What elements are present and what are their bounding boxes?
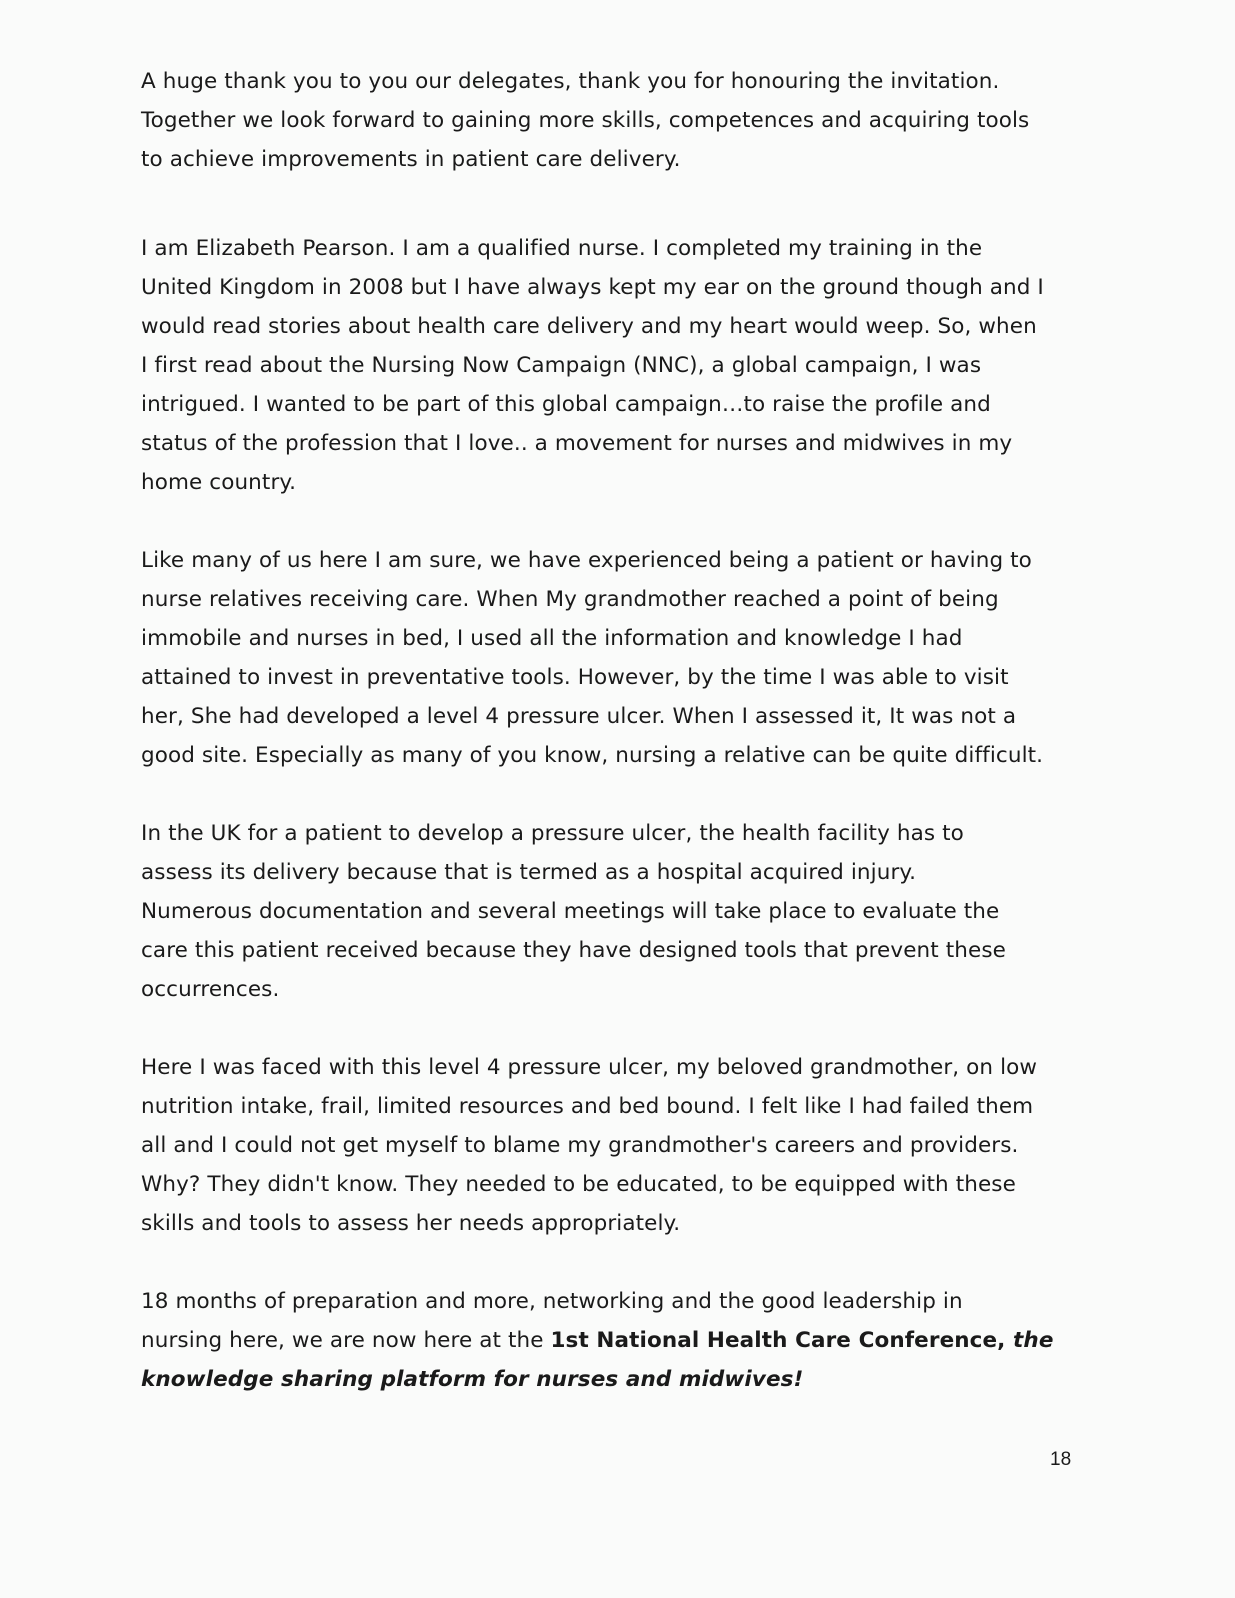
text-line: United Kingdom in 2008 but I have always kept my ear on the ground though and I [141,275,1044,300]
text-line: occurrences. [141,977,280,1002]
text-line: her, She had developed a level 4 pressure ulcer. When I assessed it, It was not a [141,704,1017,729]
text-line: home country. [141,470,297,495]
paragraph-closing [141,1282,1091,1399]
text-line: attained to invest in preventative tools. However, by the time I was able to visit [141,665,1009,690]
text-line: intrigued. I wanted to be part of this global campaign…to raise the profile and [141,392,991,417]
text-line: In the UK for a patient to develop a pressure ulcer, the health facility has to [141,821,964,846]
text-line: would read stories about health care delivery and my heart would weep. So, when [141,314,1037,339]
text-line: assess its delivery because that is termed as a hospital acquired injury. [141,860,917,885]
conference-tagline: knowledge sharing platform for nurses and midwives! [141,1367,804,1392]
text-line: I am Elizabeth Pearson. I am a qualified nurse. I completed my training in the [141,236,983,261]
text-line-mixed [141,1321,1091,1360]
text-line: nutrition intake, frail, limited resources and bed bound. I felt like I had failed them [141,1094,1034,1119]
text-line: 18 months of preparation and more, networking and the good leadership in [141,1289,963,1314]
text-line: Like many of us here I am sure, we have experienced being a patient or having to [141,548,1032,573]
text-line: A huge thank you to you our delegates, thank you for honouring the invitation. [141,69,1000,94]
closing-plain-text: nursing here, we are now here at the [141,1328,551,1353]
text-line: all and I could not get myself to blame my grandmother's careers and providers. [141,1133,1019,1158]
text-line: Numerous documentation and several meetings will take place to evaluate the [141,899,1000,924]
text-line: Here I was faced with this level 4 pressure ulcer, my beloved grandmother, on low [141,1055,1038,1080]
text-line: good site. Especially as many of you know, nursing a relative can be quite difficult. [141,743,1044,768]
paragraph-grandmother-story [141,541,1091,775]
text-line: Together we look forward to gaining more skills, competences and acquiring tools [141,108,1030,133]
conference-name: 1st National Health Care Conference, [550,1328,1006,1353]
document-body [141,62,1091,1399]
paragraph-uk-practice [141,814,1091,1009]
text-line: to achieve improvements in patient care delivery. [141,147,681,172]
text-line: I first read about the Nursing Now Campaign (NNC), a global campaign, I was [141,353,982,378]
text-line: status of the profession that I love.. a movement for nurses and midwives in my [141,431,1013,456]
page-number: 18 [1050,1449,1072,1470]
text-line: care this patient received because they have designed tools that prevent these [141,938,1006,963]
text-line: Why? They didn't know. They needed to be educated, to be equipped with these [141,1172,1016,1197]
paragraph-welcome [141,62,1091,179]
text-line: immobile and nurses in bed, I used all the information and knowledge I had [141,626,963,651]
paragraph-introduction [141,229,1091,502]
paragraph-reflection [141,1048,1091,1243]
conference-tagline-start: the [1005,1328,1054,1353]
text-line: nurse relatives receiving care. When My grandmother reached a point of being [141,587,999,612]
text-line: skills and tools to assess her needs appropriately. [141,1211,681,1236]
